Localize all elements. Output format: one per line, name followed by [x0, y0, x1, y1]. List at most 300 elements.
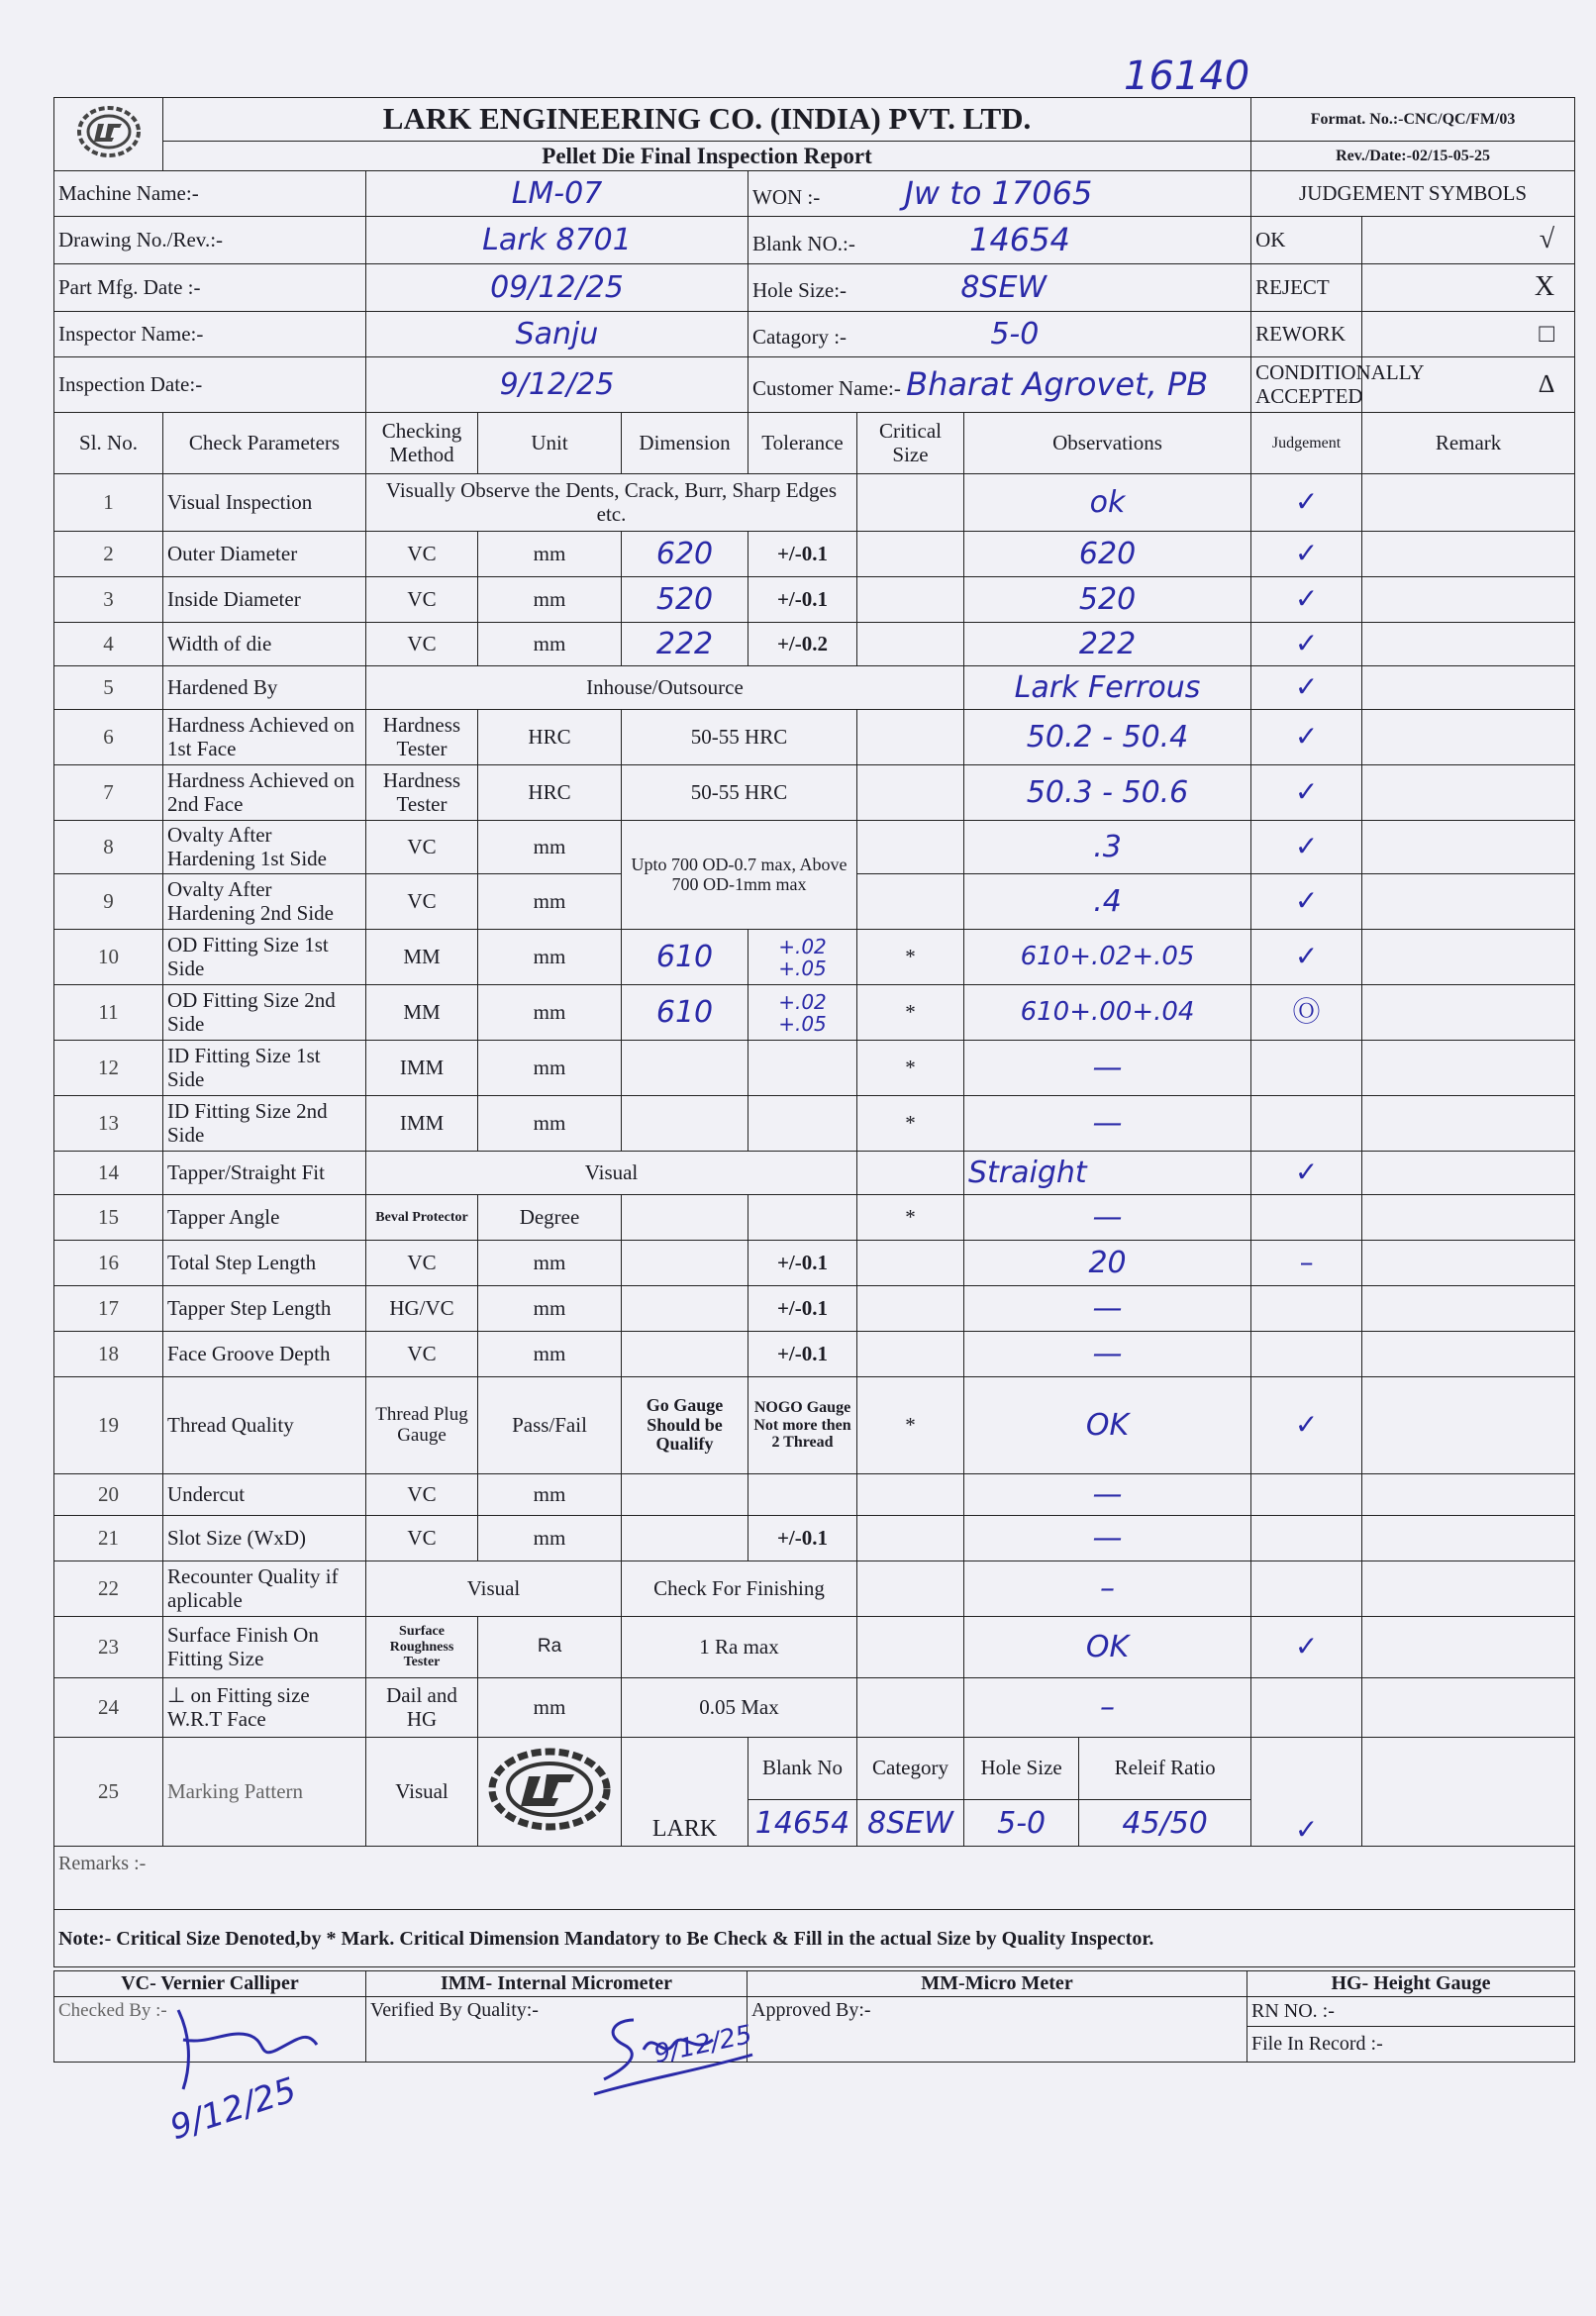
remark-cell [1362, 577, 1575, 623]
hole-releif-header [964, 1738, 1251, 1800]
critical-size [857, 1617, 964, 1678]
observation: 50.2 - 50.4 [964, 710, 1251, 765]
remark-cell [1362, 930, 1575, 985]
col-dimension: Dimension [622, 413, 748, 474]
remark-cell [1362, 821, 1575, 874]
observation: OK [964, 1617, 1251, 1678]
observation: — [964, 1516, 1251, 1561]
observation: 610+.00+.04 [964, 985, 1251, 1041]
conditionally-accepted-label: CONDITIONALLY ACCEPTED [1251, 357, 1362, 413]
judgement-mark: ✓ [1251, 874, 1362, 930]
critical-size [857, 765, 964, 821]
unit: mm [478, 1041, 622, 1096]
check-parameter: Inside Diameter [163, 577, 366, 623]
machine-name-value: LM-07 [366, 171, 748, 217]
unit: mm [478, 1286, 622, 1332]
dimension: 222 [622, 623, 748, 666]
critical-size [857, 623, 964, 666]
dimension-tolerance: 0.05 Max [622, 1678, 857, 1738]
category-value: 5-0 [990, 317, 1040, 352]
col-remark: Remark [1362, 413, 1575, 474]
checking-method: Hardness Tester [366, 710, 478, 765]
unit: mm [478, 985, 622, 1041]
critical-size [857, 532, 964, 577]
hole-size-field [748, 264, 1251, 312]
sl-number: 14 [54, 1152, 163, 1195]
hole-size-value: 5-0 [964, 1800, 1079, 1846]
checking-method: VC [366, 874, 478, 930]
critical-size [857, 1286, 964, 1332]
judgement-mark: ✓ [1251, 532, 1362, 577]
sl-number: 16 [54, 1241, 163, 1286]
remark-cell [1362, 1617, 1575, 1678]
lark-text: LARK [651, 1815, 718, 1842]
part-mfg-date-label: Part Mfg. Date :- [54, 264, 366, 312]
observation: Lark Ferrous [964, 666, 1251, 710]
sl-number: 12 [54, 1041, 163, 1096]
tolerance [748, 1096, 857, 1152]
unit: mm [478, 821, 622, 874]
dimension [622, 1516, 748, 1561]
judgement-symbols-title: JUDGEMENT SYMBOLS [1251, 171, 1575, 217]
dimension-tolerance: 50-55 HRC [622, 710, 857, 765]
machine-name-label: Machine Name:- [54, 171, 366, 217]
judgement-mark: ✓ [1251, 1738, 1362, 1847]
column-header-row [54, 413, 1575, 474]
critical-size [857, 1516, 964, 1561]
checking-method: HG/VC [366, 1286, 478, 1332]
reject-label: REJECT [1251, 264, 1362, 312]
unit: Pass/Fail [478, 1377, 622, 1474]
dimension: Go Gauge Should be Qualify [622, 1377, 748, 1474]
remark-cell [1362, 1474, 1575, 1516]
table-row [54, 1241, 1575, 1286]
unit: mm [478, 1241, 622, 1286]
observation: 222 [964, 623, 1251, 666]
inspection-date-label: Inspection Date:- [54, 357, 366, 413]
check-parameter: Width of die [163, 623, 366, 666]
dimension [622, 1286, 748, 1332]
dimension-tolerance: 50-55 HRC [622, 765, 857, 821]
observation: – [964, 1561, 1251, 1617]
check-parameter: Ovalty After Hardening 2nd Side [163, 874, 366, 930]
remark-cell [1362, 666, 1575, 710]
drawing-number-label: Drawing No./Rev.:- [54, 217, 366, 264]
marking-row [54, 1738, 1575, 1800]
critical-size: * [857, 985, 964, 1041]
checking-method: IMM [366, 1096, 478, 1152]
check-parameter: Visual Inspection [163, 474, 366, 532]
judgement-mark: ✓ [1251, 577, 1362, 623]
dimension-tolerance: 1 Ra max [622, 1617, 857, 1678]
tolerance: +/-0.1 [748, 1286, 857, 1332]
table-row [54, 930, 1575, 985]
remark-cell [1362, 1561, 1575, 1617]
table-row [54, 1617, 1575, 1678]
check-parameter: Surface Finish On Fitting Size [163, 1617, 366, 1678]
remark-cell [1362, 1678, 1575, 1738]
check-parameter: Hardness Achieved on 1st Face [163, 710, 366, 765]
sl-number: 6 [54, 710, 163, 765]
critical-size: * [857, 1377, 964, 1474]
judgement-mark: ✓ [1251, 710, 1362, 765]
table-row [54, 710, 1575, 765]
judgement-mark: ✓ [1251, 1152, 1362, 1195]
tolerance: +/-0.1 [748, 1241, 857, 1286]
remark-cell [1362, 623, 1575, 666]
tolerance: +/-0.1 [748, 577, 857, 623]
critical-size [857, 1561, 964, 1617]
critical-size: * [857, 1096, 964, 1152]
judgement-mark: – [1251, 1241, 1362, 1286]
checking-method: Beval Protector [366, 1195, 478, 1241]
judgement-mark [1251, 1678, 1362, 1738]
tolerance: +/-0.2 [748, 623, 857, 666]
table-row [54, 1561, 1575, 1617]
table-row [54, 1377, 1575, 1474]
remark-cell [1362, 1152, 1575, 1195]
hole-releif-values [964, 1800, 1251, 1847]
company-logo [54, 98, 163, 171]
legend-imm: IMM- Internal Micrometer [366, 1971, 748, 1997]
judgement-mark: ✓ [1251, 1377, 1362, 1474]
inspector-name-label: Inspector Name:- [54, 312, 366, 357]
sl-number: 2 [54, 532, 163, 577]
unit: mm [478, 930, 622, 985]
tolerance: NOGO Gauge Not more then 2 Thread [748, 1377, 857, 1474]
col-critical-size: Critical Size [857, 413, 964, 474]
remark-cell [1362, 1041, 1575, 1096]
checking-method: Surface Roughness Tester [366, 1617, 478, 1678]
verified-by-date: 9/12/25 [650, 2019, 755, 2070]
sl-number: 17 [54, 1286, 163, 1332]
revision-date: Rev./Date:-02/15-05-25 [1251, 142, 1575, 171]
category-field [748, 312, 1251, 357]
checking-method: VC [366, 1241, 478, 1286]
rn-number-label: RN NO. :- [1247, 1997, 1575, 2027]
checking-method: Hardness Tester [366, 765, 478, 821]
hole-size-label: Hole Size:- [752, 278, 848, 302]
checking-method: Thread Plug Gauge [366, 1377, 478, 1474]
observation: — [964, 1474, 1251, 1516]
remark-cell [1362, 1286, 1575, 1332]
won-value: Jw to 17065 [904, 173, 1093, 212]
part-mfg-date-value: 09/12/25 [366, 264, 748, 312]
table-row [54, 1096, 1575, 1152]
observation: — [964, 1332, 1251, 1377]
blank-no-value: 14654 [748, 1800, 857, 1847]
observation: — [964, 1096, 1251, 1152]
table-row [54, 577, 1575, 623]
unit: mm [478, 1096, 622, 1152]
unit: HRC [478, 765, 622, 821]
checking-method: MM [366, 930, 478, 985]
method-unit: Visual [366, 1561, 622, 1617]
check-parameter: Hardened By [163, 666, 366, 710]
releif-ratio-value: 45/50 [1122, 1805, 1208, 1841]
company-name: LARK ENGINEERING CO. (INDIA) PVT. LTD. [163, 98, 1251, 142]
col-tolerance: Tolerance [748, 413, 857, 474]
dimension: 520 [622, 577, 748, 623]
won-field [748, 171, 1251, 217]
won-label: WON :- [752, 184, 821, 209]
observation: 620 [964, 532, 1251, 577]
approved-by-field [748, 1997, 1247, 2063]
inspection-date-value: 9/12/25 [366, 357, 748, 413]
check-parameter: Slot Size (WxD) [163, 1516, 366, 1561]
table-row [54, 532, 1575, 577]
check-parameter: Tapper Angle [163, 1195, 366, 1241]
col-sl-no: Sl. No. [54, 413, 163, 474]
checking-method: VC [366, 1516, 478, 1561]
tolerance: +.02 +.05 [748, 930, 857, 985]
dimension: 610 [622, 985, 748, 1041]
gear-logo-icon [74, 102, 144, 161]
blank-no-header: Blank No [748, 1738, 857, 1800]
approved-by-label: Approved By:- [751, 1999, 871, 2021]
unit: mm [478, 577, 622, 623]
dimension-tolerance: Check For Finishing [622, 1561, 857, 1617]
checking-method: VC [366, 623, 478, 666]
critical-size [857, 821, 964, 874]
checked-by-label: Checked By :- [58, 2000, 167, 2021]
remark-cell [1362, 1332, 1575, 1377]
check-parameter: OD Fitting Size 1st Side [163, 930, 366, 985]
critical-size: * [857, 930, 964, 985]
dimension: 620 [622, 532, 748, 577]
checking-method: VC [366, 532, 478, 577]
document-number: 16140 [1124, 53, 1250, 99]
legend-vc: VC- Vernier Calliper [54, 1971, 366, 1997]
blank-number-field [748, 217, 1251, 264]
remark-cell [1362, 874, 1575, 930]
dimension [622, 1096, 748, 1152]
judgement-mark [1251, 1096, 1362, 1152]
checking-method: VC [366, 1332, 478, 1377]
critical-size: * [857, 1195, 964, 1241]
format-number: Format. No.:-CNC/QC/FM/03 [1251, 98, 1575, 142]
legend-hg: HG- Height Gauge [1247, 1971, 1575, 1997]
judgement-mark: ✓ [1251, 623, 1362, 666]
sl-number: 22 [54, 1561, 163, 1617]
sl-number: 11 [54, 985, 163, 1041]
rework-label: REWORK [1251, 312, 1362, 357]
remark-cell [1362, 1738, 1575, 1847]
sl-number: 5 [54, 666, 163, 710]
unit: mm [478, 1474, 622, 1516]
gear-logo-icon [485, 1745, 614, 1834]
unit: mm [478, 623, 622, 666]
judgement-mark: ✓ [1251, 474, 1362, 532]
judgement-mark: ✓ [1251, 666, 1362, 710]
judgement-mark [1251, 1332, 1362, 1377]
verified-by-label: Verified By Quality:- [370, 1999, 539, 2021]
unit: mm [478, 1332, 622, 1377]
file-in-record-label: File In Record :- [1247, 2027, 1575, 2063]
observation: .4 [964, 874, 1251, 930]
checking-method: VC [366, 1474, 478, 1516]
remark-cell [1362, 1241, 1575, 1286]
table-row [54, 1516, 1575, 1561]
sl-number: 15 [54, 1195, 163, 1241]
col-observations: Observations [964, 413, 1251, 474]
report-title: Pellet Die Final Inspection Report [163, 142, 1251, 171]
observation: — [964, 1041, 1251, 1096]
ok-symbol: √ [1362, 217, 1575, 264]
checking-method: IMM [366, 1041, 478, 1096]
dimension [622, 1041, 748, 1096]
sl-number: 8 [54, 821, 163, 874]
tolerance [748, 1041, 857, 1096]
table-row [54, 1678, 1575, 1738]
judgement-mark [1251, 1041, 1362, 1096]
remark-cell [1362, 765, 1575, 821]
table-row [54, 1474, 1575, 1516]
reject-symbol: X [1362, 264, 1575, 312]
judgement-mark [1251, 1516, 1362, 1561]
check-parameter: OD Fitting Size 2nd Side [163, 985, 366, 1041]
observation: – [964, 1678, 1251, 1738]
col-judgement: Judgement [1251, 413, 1362, 474]
judgement-mark: ✓ [1251, 765, 1362, 821]
merged-spec: Inhouse/Outsource [366, 666, 964, 710]
checking-method: Dail and HG [366, 1678, 478, 1738]
legend-mm: MM-Micro Meter [748, 1971, 1247, 1997]
drawing-number-value: Lark 8701 [366, 217, 748, 264]
table-row [54, 1286, 1575, 1332]
observation: Straight [964, 1152, 1251, 1195]
critical-size [857, 1678, 964, 1738]
dimension [622, 1474, 748, 1516]
check-parameter: Face Groove Depth [163, 1332, 366, 1377]
remark-cell [1362, 710, 1575, 765]
observation: OK [964, 1377, 1251, 1474]
rework-symbol: □ [1362, 312, 1575, 357]
sl-number: 7 [54, 765, 163, 821]
observation: .3 [964, 821, 1251, 874]
observation: ok [964, 474, 1251, 532]
sl-number: 4 [54, 623, 163, 666]
checking-method: MM [366, 985, 478, 1041]
col-check-parameters: Check Parameters [163, 413, 366, 474]
checking-method: Visual [366, 1738, 478, 1847]
table-row [54, 821, 1575, 874]
hole-size-header: Hole Size [964, 1738, 1079, 1799]
checked-by-date: 9/12/25 [165, 2069, 302, 2149]
ok-label: OK [1251, 217, 1362, 264]
table-row [54, 1152, 1575, 1195]
sl-number: 24 [54, 1678, 163, 1738]
merged-spec: Visually Observe the Dents, Crack, Burr, Sharp Edges etc. [366, 474, 857, 532]
category-label: Catagory :- [752, 325, 848, 349]
judgement-mark [1251, 1474, 1362, 1516]
check-parameter: Ovalty After Hardening 1st Side [163, 821, 366, 874]
dimension: 610 [622, 930, 748, 985]
observation: 50.3 - 50.6 [964, 765, 1251, 821]
check-parameter: Undercut [163, 1474, 366, 1516]
remark-cell [1362, 1377, 1575, 1474]
critical-size [857, 1332, 964, 1377]
tolerance [748, 1474, 857, 1516]
critical-size-note: Note:- Critical Size Denoted,by * Mark. Critical Dimension Mandatory to Be Check & Fill in the actual Size by Quality Inspector. [54, 1910, 1575, 1967]
dimension [622, 1241, 748, 1286]
category-header: Category [857, 1738, 964, 1800]
judgement-mark [1251, 1195, 1362, 1241]
remark-cell [1362, 532, 1575, 577]
check-parameter: Hardness Achieved on 2nd Face [163, 765, 366, 821]
table-row [54, 1195, 1575, 1241]
sl-number: 1 [54, 474, 163, 532]
table-row [54, 666, 1575, 710]
unit: mm [478, 874, 622, 930]
remarks-label: Remarks :- [58, 1853, 147, 1874]
remark-cell [1362, 1096, 1575, 1152]
dimension [622, 1332, 748, 1377]
judgement-mark [1251, 1286, 1362, 1332]
check-parameter: Tapper Step Length [163, 1286, 366, 1332]
sl-number: 18 [54, 1332, 163, 1377]
check-parameter: Recounter Quality if aplicable [163, 1561, 366, 1617]
customer-name-field [748, 357, 1251, 413]
marking-logo [478, 1738, 622, 1847]
sl-number: 19 [54, 1377, 163, 1474]
critical-size: * [857, 1041, 964, 1096]
table-row [54, 474, 1575, 532]
sl-number: 10 [54, 930, 163, 985]
category-value: 8SEW [857, 1800, 964, 1847]
inspector-name-value: Sanju [366, 312, 748, 357]
check-parameter: ID Fitting Size 2nd Side [163, 1096, 366, 1152]
releif-ratio-header: Releif Ratio [1114, 1756, 1216, 1780]
tolerance: +/-0.1 [748, 1516, 857, 1561]
unit: mm [478, 1516, 622, 1561]
check-parameter: Total Step Length [163, 1241, 366, 1286]
checking-method: VC [366, 577, 478, 623]
tolerance: +.02 +.05 [748, 985, 857, 1041]
col-checking-method: Checking Method [366, 413, 478, 474]
judgement-mark: ✓ [1251, 821, 1362, 874]
sl-number: 25 [54, 1738, 163, 1847]
col-unit: Unit [478, 413, 622, 474]
conditionally-accepted-symbol: ∆ [1362, 357, 1575, 413]
check-parameter: ⊥ on Fitting size W.R.T Face [163, 1678, 366, 1738]
critical-size [857, 1152, 964, 1195]
sl-number: 21 [54, 1516, 163, 1561]
check-parameter: Outer Diameter [163, 532, 366, 577]
check-parameter: Marking Pattern [163, 1738, 366, 1847]
check-parameter: ID Fitting Size 1st Side [163, 1041, 366, 1096]
tolerance [748, 1195, 857, 1241]
remark-cell [1362, 474, 1575, 532]
tolerance: +/-0.1 [748, 532, 857, 577]
check-parameter: Tapper/Straight Fit [163, 1152, 366, 1195]
inspection-form [53, 97, 1575, 1967]
table-row [54, 623, 1575, 666]
remark-cell [1362, 1516, 1575, 1561]
observation: 520 [964, 577, 1251, 623]
customer-name-label: Customer Name:- [752, 375, 901, 400]
remark-cell [1362, 1195, 1575, 1241]
table-row [54, 985, 1575, 1041]
table-row [54, 1041, 1575, 1096]
judgement-mark: ✓ [1251, 930, 1362, 985]
customer-name-value: Bharat Agrovet, PB [906, 364, 1209, 403]
sl-number: 13 [54, 1096, 163, 1152]
hole-size-value: 8SEW [960, 270, 1047, 305]
judgement-mark [1251, 1561, 1362, 1617]
unit: mm [478, 1678, 622, 1738]
remarks-field [54, 1847, 1575, 1910]
